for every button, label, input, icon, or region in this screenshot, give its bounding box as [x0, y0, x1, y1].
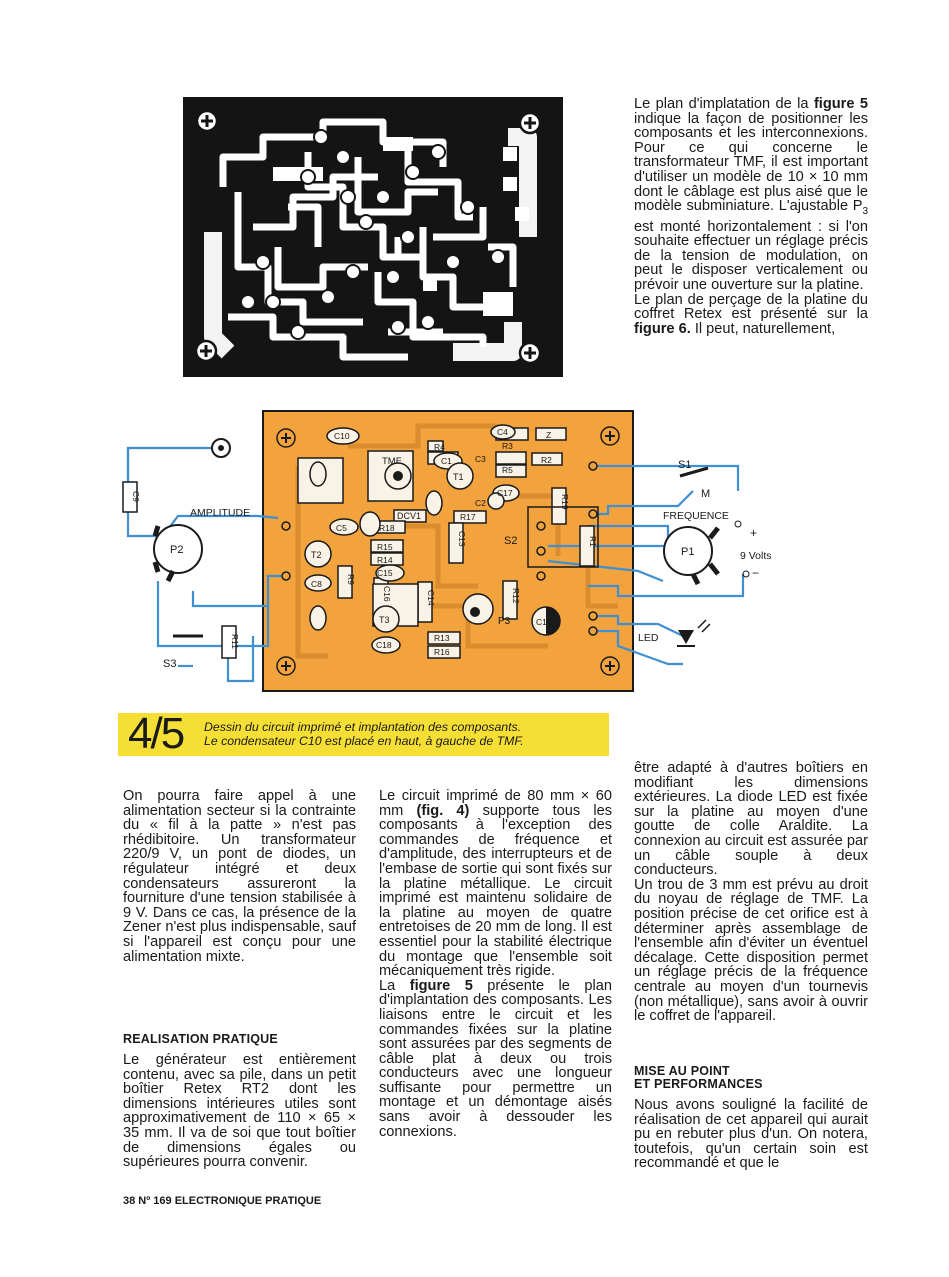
c1-label: C1 — [441, 456, 452, 466]
column-3-lower — [634, 1098, 868, 1171]
paragraph: être adapté à d'autres boîtiers en modifiant les dimensions extérieures. La diode LED est fixée sur la platine au moyen d'une goutte de colle Araldite. La connexion au circuit est assurée par un câble souple à deux conducteurs. — [634, 760, 868, 879]
frequence-label: FREQUENCE — [663, 510, 729, 522]
c15-label: C15 — [377, 568, 393, 578]
s2-label: S2 — [504, 535, 518, 547]
paragraph: Le circuit imprimé de 80 mm × 60 mm (fig. 4) supporte tous les composants à l'exception des commandes de fréquence et d'amplitude, des interrupteurs et de l'embase de sortie qui sont fixés sur la platine métallique. Le circuit imprimé est maintenu solidaire de la platine au moyen de quatre entretoises de 20 mm de long. Il est essentiel pour la stabilité électrique du montage que l'ensemble soit mécaniquement très rigide. — [379, 788, 612, 980]
paragraph: Nous avons souligné la facilité de réalisation de cet appareil qui aurait pu en rebuter plus d'un. On notera, toutefois, qu'un certain soin est recommandé et que le — [634, 1097, 868, 1172]
r16-label: R16 — [434, 647, 450, 657]
p2-label: P2 — [170, 544, 184, 556]
c3-label: C3 — [475, 454, 486, 464]
figure-number: 4/5 — [128, 709, 184, 758]
r12-label: R12 — [511, 588, 521, 604]
r5-label: R5 — [502, 465, 513, 475]
r3-label: R3 — [502, 441, 513, 451]
t2-label: T2 — [311, 550, 322, 560]
p1-label: P1 — [681, 546, 695, 558]
r2-label: R2 — [541, 455, 552, 465]
r4-label: R4 — [434, 442, 445, 452]
column-1 — [123, 789, 356, 964]
dcv1-label: DCV1 — [397, 511, 422, 521]
c9-label: C9 — [131, 491, 141, 502]
r15-label: R15 — [377, 542, 393, 552]
page-footer: 38 Nº 169 ELECTRONIQUE PRATIQUE — [123, 1195, 322, 1207]
figure-caption — [204, 721, 524, 748]
t1-label: T1 — [453, 472, 464, 482]
column-2 — [379, 789, 612, 1139]
right-top-text — [634, 97, 868, 336]
pcb-artwork-figure — [183, 97, 563, 377]
c13-label: C13 — [457, 531, 467, 547]
r1-label: R1 — [588, 536, 598, 547]
caption-line-1: Dessin du circuit imprimé et implantation des composants. — [204, 720, 522, 734]
paragraph: Un trou de 3 mm est prévu au droit du noyau de réglage de TMF. La position précise de cet orifice est à déterminer après assemblage de l'ensemble afin d'éviter un éventuel décalage. Cette disposition permet un réglage précis de la fréquence centrale au moyen d'un tournevis (non métallique), sans avoir à ouvrir le coffret de l'appareil. — [634, 876, 868, 1025]
section-heading-realisation: REALISATION PRATIQUE — [123, 1032, 278, 1046]
r18-label: R18 — [379, 523, 395, 533]
paragraph: Le plan d'implatation de la figure 5 indique la façon de positionner les composants et les interconnexions. Pour ce qui concerne le transformateur TMF, il est important d'utiliser un modèle de 10 × 10 mm dont le câblage est plus aisé que le modèle subminiature. L'ajustable $P_3$ est monté horizontalement : si l'on souhaite effectuer un réglage précis de la tension de modulation, on peut le disposer verticalement ou prévoir une ouverture sur la platine. — [634, 96, 868, 294]
component-layout-figure — [118, 406, 818, 702]
column-1-lower — [123, 1053, 356, 1170]
amplitude-label: AMPLITUDE — [190, 507, 251, 519]
figure-caption-banner — [118, 709, 609, 758]
r14-label: R14 — [377, 555, 393, 565]
c2-label: C2 — [475, 498, 486, 508]
paragraph: Le plan de perçage de la platine du coffret Retex est présenté sur la figure 6. Il peut, naturellement, — [634, 291, 868, 337]
c14-label: C14 — [426, 590, 436, 606]
c17-label: C17 — [497, 488, 513, 498]
s3-label: S3 — [163, 658, 177, 670]
c4-label: C4 — [497, 427, 508, 437]
m-label: M — [701, 488, 711, 500]
c5-label: C5 — [336, 523, 347, 533]
minus-label: − — [752, 566, 760, 580]
section-heading-mise-au-point: MISE AU POINT ET PERFORMANCES — [634, 1064, 763, 1091]
plus-label: + — [750, 526, 758, 540]
paragraph: La figure 5 présente le plan d'implantation des composants. Les liaisons entre le circuit et les commandes fixées sur la platine sont assurées par des segments de câble plat à deux ou trois conducteurs avec une longueur suffisante pour permettre un montage et un démontage aisés sans avoir à dessouder les connexions. — [379, 977, 612, 1140]
led-symbol — [677, 620, 710, 646]
column-3 — [634, 761, 868, 1024]
t3-label: T3 — [379, 615, 390, 625]
c19-label: C19 — [536, 617, 552, 627]
c18-label: C18 — [376, 640, 392, 650]
paragraph: On pourra faire appel à une alimentation secteur si la contrainte du « fil à la patte » n'est pas rhédibitoire. Un transformateur 220/9 V, un pont de diodes, un régulateur intégré et deux condensateurs assureront la fourniture d'une tension stabilisée à 9 V. Dans ce cas, la présence de la Zener n'est plus indispensable, sauf si l'appareil est conçu pour une alimentation mixte. — [123, 788, 356, 965]
r11-label: R11 — [230, 634, 240, 649]
caption-line-2: Le condensateur C10 est placé en haut, à gauche de TMF. — [204, 733, 524, 748]
r9-label: R9 — [346, 574, 356, 585]
p3-label: P3 — [498, 616, 511, 627]
c16-label: C16 — [382, 586, 392, 602]
volts-label: 9 Volts — [740, 550, 772, 562]
s1-label: S1 — [678, 459, 692, 471]
paragraph: Le générateur est entièrement contenu, avec sa pile, dans un petit boîtier Retex RT2 dont les dimensions intérieures utiles sont approximativement de 110 × 65 × 35 mm. Il va de soi que tout boîtier de dimensions égales ou supérieures pourra convenir. — [123, 1052, 356, 1171]
r19-label: R19 — [560, 494, 570, 510]
c10-label: C10 — [334, 431, 350, 441]
tmf-label: TMF — [382, 456, 402, 467]
r17-label: R17 — [460, 512, 476, 522]
z-label: Z — [546, 430, 552, 440]
c8-label: C8 — [311, 579, 322, 589]
led-label: LED — [638, 632, 659, 644]
r13-label: R13 — [434, 633, 450, 643]
